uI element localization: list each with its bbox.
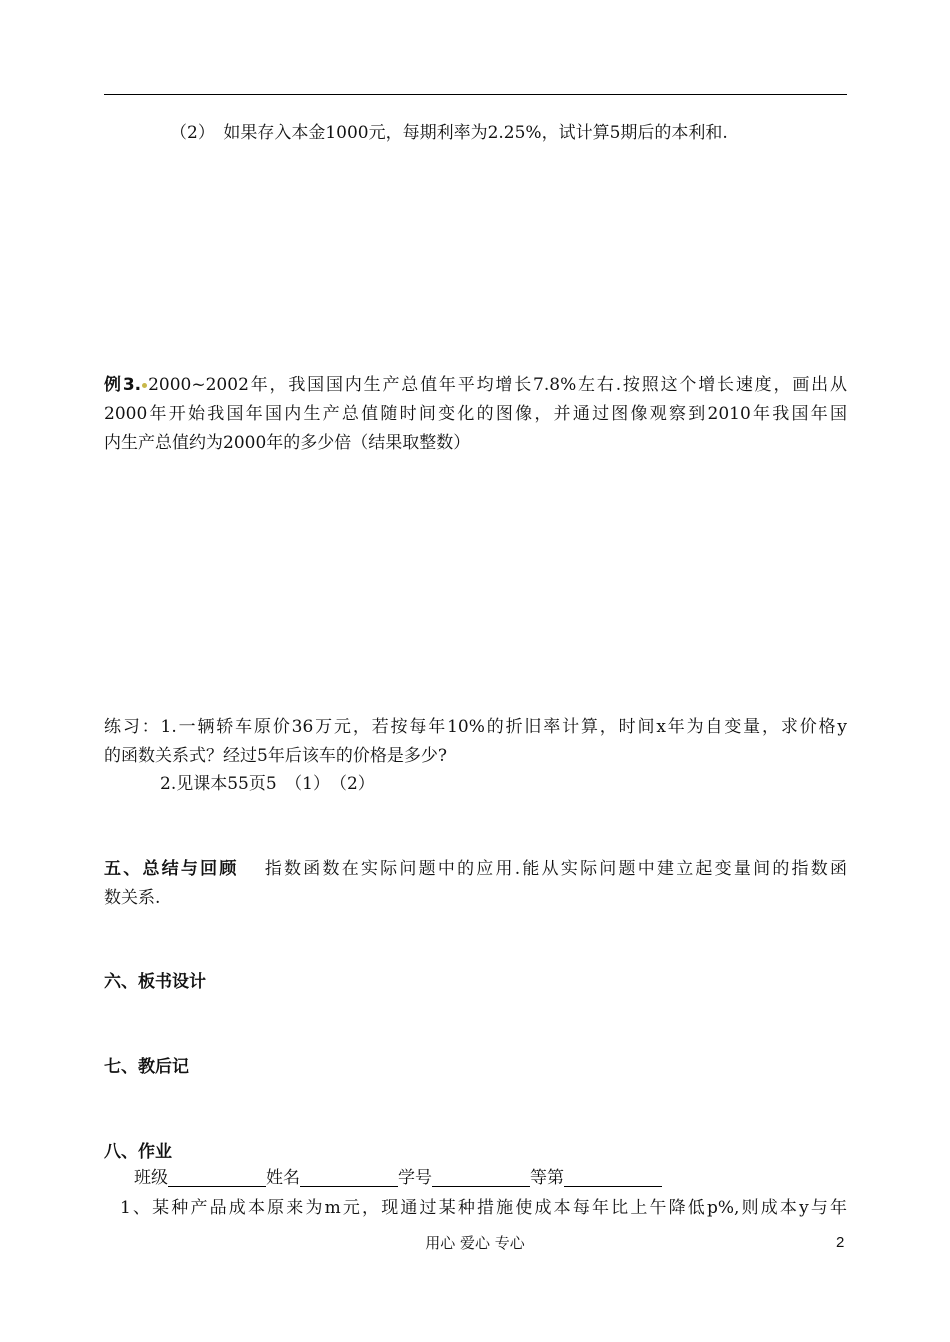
page-number: 2 [836, 1234, 845, 1251]
question-part-2-text: （2） 如果存入本金1000元，每期利率为2.25%，试计算5期后的本利和. [170, 123, 728, 143]
class-label: 班级 [134, 1168, 168, 1188]
student-id-label: 学号 [398, 1168, 432, 1188]
example-3-label: 例3. [104, 375, 142, 395]
example-3-text-1: 2000~2002年，我国国内生产总值年平均增长7.8%左右.按照这个增长速度，画出从 [148, 375, 847, 395]
section-5-heading: 五、总结与回顾 [104, 859, 239, 879]
section-5-text-1: 指数函数在实际问题中的应用.能从实际问题中建立起变量间的指数函 [262, 859, 848, 879]
name-blank [300, 1168, 398, 1187]
class-blank [168, 1168, 266, 1187]
section-6-heading: 六、板书设计 [104, 972, 206, 992]
section-5-line-2: 数关系. [104, 888, 161, 908]
question-part-2 [170, 119, 728, 147]
section-5-line-1 [104, 855, 847, 883]
footer-motto: 用心 爱心 专心 [425, 1234, 525, 1252]
grade-blank [564, 1168, 662, 1187]
annotation-mark [142, 383, 147, 388]
name-label: 姓名 [266, 1168, 300, 1188]
grade-label: 等第 [530, 1168, 564, 1188]
section-7-heading: 七、教后记 [104, 1057, 189, 1077]
practice-line-1: 练习：1.一辆轿车原价36万元，若按每年10%的折旧率计算，时间x年为自变量，求价格y [104, 717, 847, 737]
practice-line-3: 2.见课本55页5 （1） （2） [160, 774, 375, 794]
practice-line-2: 的函数关系式？经过5年后该车的价格是多少? [104, 746, 447, 766]
homework-info-fields [134, 1164, 662, 1192]
example-3-line-3: 内生产总值约为2000年的多少倍（结果取整数） [104, 433, 471, 453]
student-id-blank [432, 1168, 530, 1187]
example-3-line-2: 2000年开始我国年国内生产总值随时间变化的图像，并通过图像观察到2010年我国年国 [104, 404, 847, 424]
example-3-line-1 [104, 371, 847, 399]
homework-question-1: 1、某种产品成本原来为m元，现通过某种措施使成本每年比上午降低p%,则成本y与年 [120, 1198, 847, 1218]
header-rule [104, 94, 847, 95]
section-8-heading: 八、作业 [104, 1142, 172, 1162]
